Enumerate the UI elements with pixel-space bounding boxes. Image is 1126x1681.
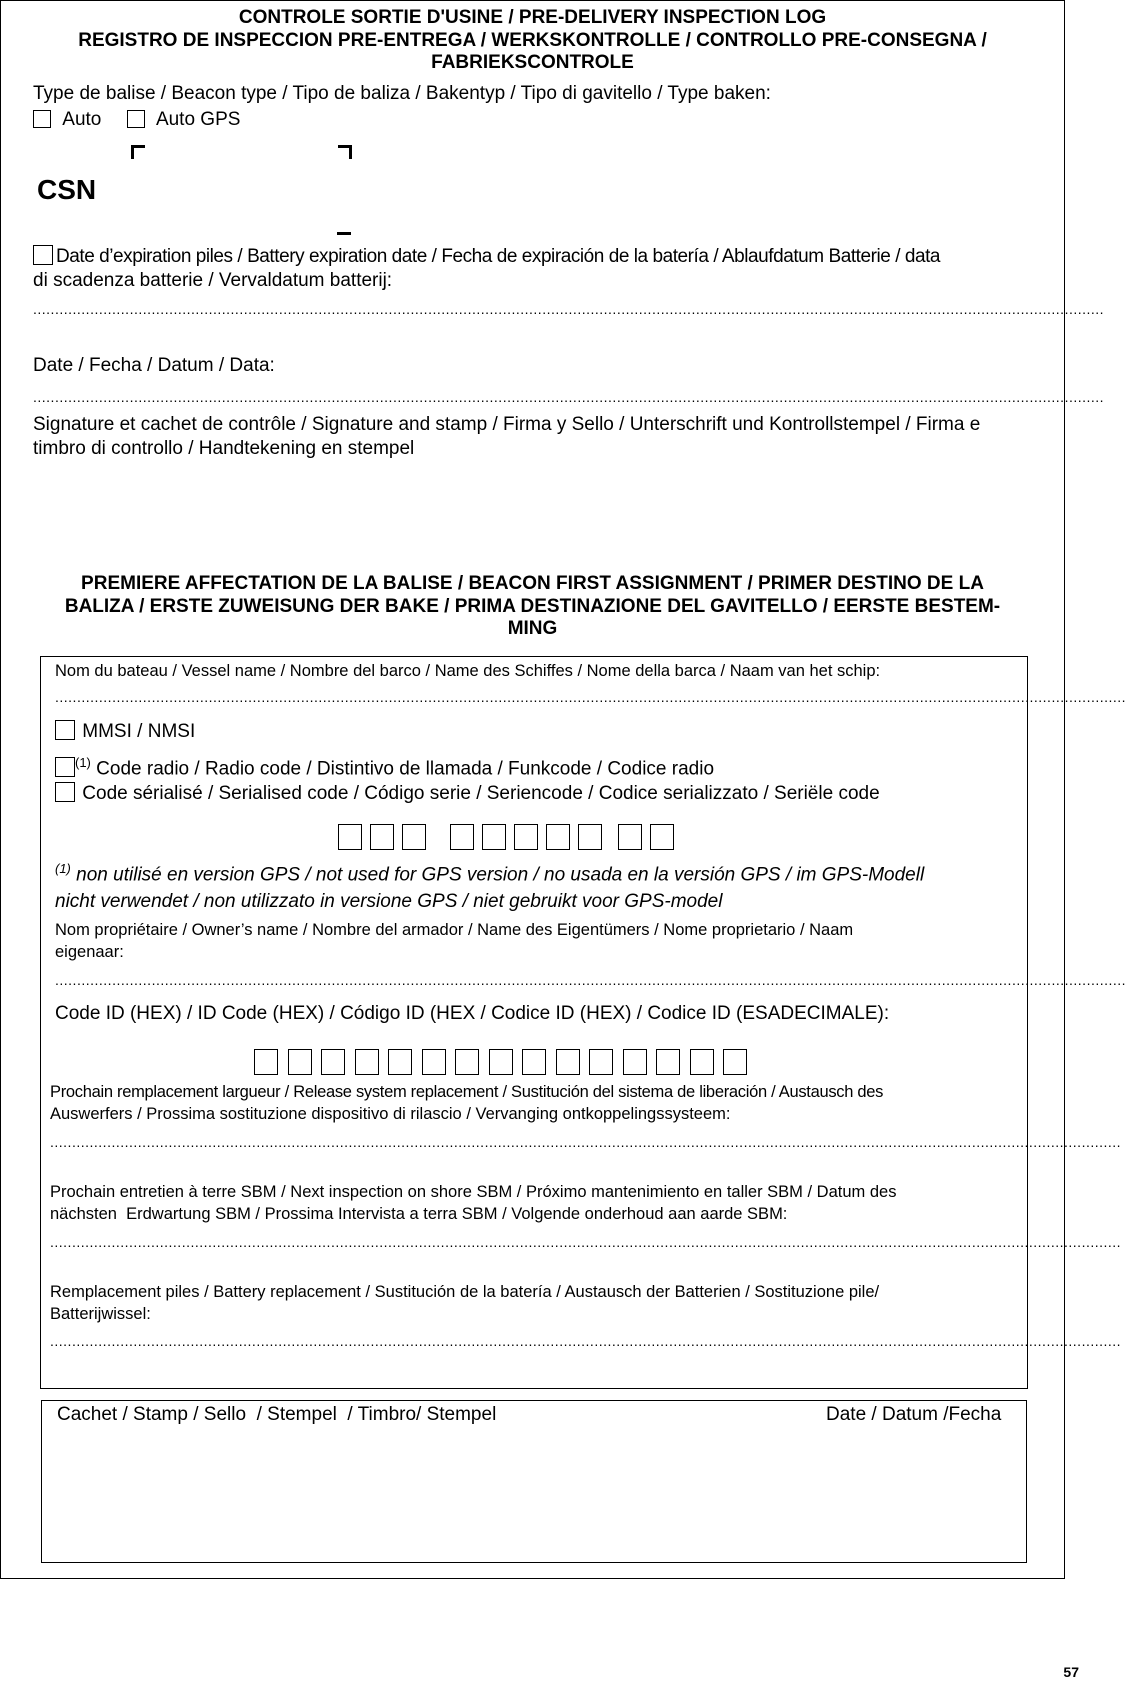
- vessel-name-label: Nom du bateau / Vessel name / Nombre del barco / Name des Schiffes / Nome della barca / Naam van het schip:: [55, 662, 881, 680]
- inspection-label-line1: Prochain entretien à terre SBM / Next inspection on shore SBM / Próximo mantenimiento en taller SBM / Datum des: [50, 1183, 897, 1201]
- beacon-type-label: Type de balise / Beacon type / Tipo de baliza / Bakentyp / Tipo di gavitello / Type baken:: [33, 83, 771, 104]
- code-id-cell[interactable]: [723, 1049, 747, 1075]
- form-title-line3: FABRIEKSCONTROLE: [431, 52, 634, 73]
- radio-code-cell[interactable]: [402, 824, 426, 850]
- assignment-title-line1: PREMIERE AFFECTATION DE LA BALISE / BEACON FIRST ASSIGNMENT / PRIMER DESTINO DE LA: [81, 573, 984, 594]
- mmsi-checkbox[interactable]: [55, 720, 75, 740]
- csn-corner-top-right: [338, 145, 352, 159]
- radio-code-row: [55, 751, 714, 781]
- serialised-code-row: [55, 782, 880, 806]
- page-number: 57: [1063, 1664, 1079, 1680]
- battery-replacement-label-line1: Remplacement piles / Battery replacement / Sustitución de la batería / Austausch der Batterien / Sostituzione pile/: [50, 1283, 880, 1301]
- csn-label: CSN: [37, 174, 97, 205]
- release-system-label-line2: Auswerfers / Prossima sostituzione dispositivo di rilascio / Vervanging ontkoppelingssysteem:: [50, 1105, 731, 1123]
- mmsi-label: MMSI / NMSI: [82, 721, 196, 742]
- auto-checkbox[interactable]: [33, 110, 51, 128]
- radio-code-cell[interactable]: [482, 824, 506, 850]
- code-id-cell[interactable]: [690, 1049, 714, 1075]
- code-id-cell[interactable]: [522, 1049, 546, 1075]
- footnote-line2: nicht verwendet / non utilizzato in versione GPS / niet gebruikt voor GPS-model: [55, 891, 723, 913]
- code-id-cell[interactable]: [489, 1049, 513, 1075]
- inspection-label-line2: nächsten Erdwartung SBM / Prossima Intervista a terra SBM / Volgende onderhoud aan aarde SBM:: [50, 1205, 788, 1223]
- assignment-title-line2: BALIZA / ERSTE ZUWEISUNG DER BAKE / PRIMA DESTINAZIONE DEL GAVITELLO / EERSTE BESTEM-: [64, 596, 1001, 617]
- battery-expiration-checkbox[interactable]: [33, 245, 53, 265]
- radio-code-cell[interactable]: [618, 824, 642, 850]
- radio-code-label: Code radio / Radio code / Distintivo de llamada / Funkcode / Codice radio: [96, 758, 715, 780]
- radio-code-cell[interactable]: [650, 824, 674, 850]
- stamp-label: Cachet / Stamp / Sello / Stempel / Timbro/ Stempel: [57, 1404, 497, 1425]
- stamp-date-label: Date / Datum /Fecha: [826, 1404, 1002, 1425]
- radio-code-cell[interactable]: [514, 824, 538, 850]
- code-id-cell[interactable]: [321, 1049, 345, 1075]
- inspection-label: [50, 1181, 1025, 1225]
- auto-gps-option-label: Auto GPS: [155, 109, 241, 130]
- radio-code-footnote-marker: (1): [75, 755, 91, 770]
- owner-name-label-line1: Nom propriétaire / Owner’s name / Nombre del armador / Name des Eigentümers / Nome proprietario / Naam: [55, 921, 854, 939]
- radio-code-cell[interactable]: [370, 824, 394, 850]
- radio-code-cell[interactable]: [450, 824, 474, 850]
- battery-expiration-label-line2: di scadenza batterie / Vervaldatum batterij:: [33, 270, 393, 291]
- auto-option-label: Auto: [62, 109, 102, 130]
- assignment-title-line3: MING: [507, 618, 558, 639]
- release-system-dotted-line[interactable]: ....................................................................................................................................................................................................................................................: [50, 1134, 1122, 1150]
- mmsi-row: [55, 720, 195, 744]
- code-id-cell[interactable]: [355, 1049, 379, 1075]
- vessel-name-dotted-line[interactable]: ....................................................................................................................................................................................................................................................: [55, 689, 1126, 705]
- csn-corner-bottom-right: [337, 232, 351, 235]
- owner-name-dotted-line[interactable]: ....................................................................................................................................................................................................................................................: [55, 972, 1126, 988]
- code-id-cell[interactable]: [656, 1049, 680, 1075]
- battery-replacement-dotted-line[interactable]: ....................................................................................................................................................................................................................................................: [50, 1333, 1122, 1349]
- inspection-dotted-line[interactable]: ....................................................................................................................................................................................................................................................: [50, 1234, 1122, 1250]
- battery-replacement-label-line2: Batterijwissel:: [50, 1305, 151, 1323]
- battery-replacement-label: [50, 1281, 1025, 1325]
- signature-label: [33, 413, 1063, 461]
- code-id-cell[interactable]: [623, 1049, 647, 1075]
- owner-name-label: [55, 919, 1015, 963]
- code-id-label: Code ID (HEX) / ID Code (HEX) / Código ID (HEX / Codice ID (HEX) / Codice ID (ESADECIMALE):: [55, 1003, 890, 1024]
- radio-code-checkbox[interactable]: [55, 757, 75, 777]
- code-id-cell[interactable]: [455, 1049, 479, 1075]
- serialised-code-checkbox[interactable]: [55, 782, 75, 802]
- form-title-line2: REGISTRO DE INSPECCION PRE-ENTREGA / WERKSKONTROLLE / CONTROLLO PRE-CONSEGNA /: [78, 30, 987, 51]
- radio-code-cell[interactable]: [338, 824, 362, 850]
- owner-name-label-line2: eigenaar:: [55, 943, 124, 961]
- code-id-cell[interactable]: [589, 1049, 613, 1075]
- code-id-cell[interactable]: [556, 1049, 580, 1075]
- auto-gps-checkbox[interactable]: [127, 110, 145, 128]
- code-id-cell[interactable]: [288, 1049, 312, 1075]
- signature-label-line1: Signature et cachet de contrôle / Signature and stamp / Firma y Sello / Unterschrift und Kontrollstempel / Firma e: [33, 414, 981, 435]
- date-label: Date / Fecha / Datum / Data:: [33, 355, 275, 376]
- release-system-label: [50, 1081, 1025, 1125]
- radio-code-cell[interactable]: [546, 824, 570, 850]
- release-system-label-line1: Prochain remplacement largueur / Release system replacement / Sustitución del sistema de liberación / Austausch des: [50, 1083, 884, 1101]
- footnote: [55, 855, 1025, 915]
- form-title-line1: CONTROLE SORTIE D'USINE / PRE-DELIVERY INSPECTION LOG: [238, 7, 827, 28]
- date-dotted-line[interactable]: ....................................................................................................................................................................................................................................................: [33, 389, 1105, 405]
- battery-expiration-label: [33, 245, 1063, 293]
- footnote-line1: non utilisé en version GPS / not used for GPS version / no usada en la versión GPS / im GPS-Modell: [76, 864, 925, 886]
- csn-corner-top-left: [131, 145, 145, 159]
- radio-code-cell[interactable]: [578, 824, 602, 850]
- battery-expiration-dotted-line[interactable]: ....................................................................................................................................................................................................................................................: [33, 301, 1105, 317]
- footnote-marker: (1): [55, 861, 71, 876]
- beacon-type-options: [33, 108, 240, 132]
- code-id-cell[interactable]: [388, 1049, 412, 1075]
- battery-expiration-label-line1: Date d’expiration piles / Battery expiration date / Fecha de expiración de la batería / Ablaufdatum Batterie / data: [56, 246, 941, 267]
- code-id-cell[interactable]: [422, 1049, 446, 1075]
- serialised-code-label: Code sérialisé / Serialised code / Código serie / Seriencode / Codice serializzato / Seriële code: [82, 783, 880, 804]
- code-id-cell[interactable]: [254, 1049, 278, 1075]
- signature-label-line2: timbro di controllo / Handtekening en stempel: [33, 438, 415, 459]
